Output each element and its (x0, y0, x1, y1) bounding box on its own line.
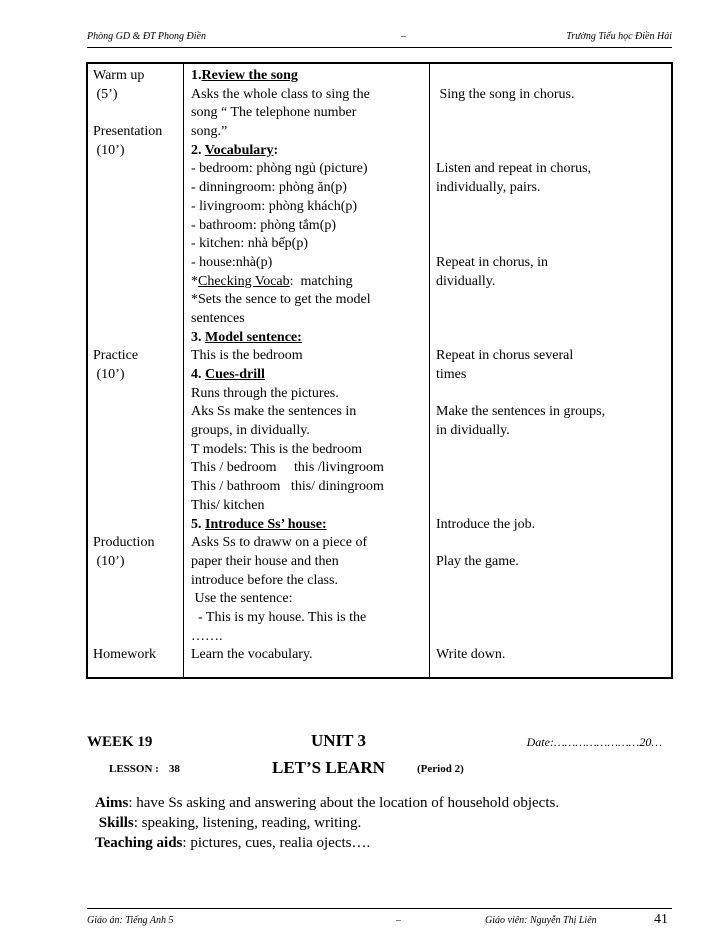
teacher-activity-line: Asks the whole class to sing the (191, 86, 370, 102)
teacher-activity-line: 4. Cues-drill (191, 367, 265, 382)
student-activity-line: individually, pairs. (436, 180, 541, 196)
student-activity-line (436, 572, 671, 591)
column-divider (183, 64, 184, 677)
header-rule (87, 47, 672, 48)
page-footer (87, 912, 672, 928)
teacher-activity-line: This / bathroom this/ diningroom (191, 479, 384, 495)
stage-line: (10’) (93, 553, 125, 569)
stage-line: (10’) (93, 367, 125, 382)
student-activity-column (436, 67, 671, 665)
stage-line (93, 104, 183, 123)
stage-line (93, 291, 183, 310)
footer-right: Giáo viên: Nguyễn Thị Liên (485, 915, 597, 926)
teacher-activity-line: Runs through the pictures. (191, 385, 339, 401)
footer-center: – (396, 915, 401, 926)
stage-line: Practice (93, 348, 139, 364)
stage-line (93, 198, 183, 217)
teacher-activity-line: 3. Model sentence: (191, 329, 302, 345)
stage-line: Warm up (93, 68, 145, 83)
student-activity-line (436, 459, 671, 478)
teacher-activity-line: *Checking Vocab: matching (191, 273, 353, 289)
lesson-number: 38 (168, 763, 180, 775)
lesson-label-text: LESSON : (109, 763, 159, 775)
teacher-activity-line: - This is my house. This is the (191, 609, 367, 625)
teacher-activity-column (191, 67, 431, 665)
stage-line (93, 385, 183, 404)
header-center: – (401, 31, 406, 42)
lesson-label (109, 763, 180, 775)
teacher-activity-line: introduce before the class. (191, 572, 338, 588)
header-right: Trường Tiểu học Điền Hải (566, 31, 672, 42)
teacher-activity-line: 1.Review the song (191, 68, 298, 83)
stage-line (93, 497, 183, 516)
teacher-activity-line: Asks Ss to draww on a piece of (191, 535, 368, 551)
student-activity-line: Play the game. (436, 553, 519, 569)
teacher-activity-line: Aks Ss make the sentences in (191, 404, 357, 420)
student-activity-line (436, 123, 671, 142)
teaching-aids-line: Teaching aids: pictures, cues, realia ojects…. (95, 835, 371, 851)
stage-line (93, 179, 183, 198)
student-activity-line: Introduce the job. (436, 516, 536, 532)
student-activity-line (436, 628, 671, 647)
student-activity-line (436, 590, 671, 609)
teacher-activity-line: paper their house and then (191, 553, 339, 569)
teacher-activity-line: - dinningroom: phòng ăn(p) (191, 180, 347, 196)
student-activity-line: Write down. (436, 647, 506, 663)
student-activity-line: Listen and repeat in chorus, (436, 161, 592, 177)
student-activity-line (436, 67, 671, 86)
teacher-activity-line: T models: This is the bedroom (191, 441, 362, 457)
stage-line: (10’) (93, 142, 125, 158)
stage-line (93, 273, 183, 292)
teacher-activity-line: *Sets the sence to get the model (191, 292, 371, 308)
student-activity-line (436, 291, 671, 310)
teacher-activity-line: Learn the vocabulary. (191, 647, 313, 663)
student-activity-line: Sing the song in chorus. (436, 86, 575, 102)
stage-line (93, 609, 183, 628)
page-header (87, 31, 672, 45)
stage-line: Homework (93, 647, 156, 663)
student-activity-line (436, 441, 671, 460)
student-activity-line: in dividually. (436, 423, 510, 439)
stage-line (93, 590, 183, 609)
skills-line: Skills: speaking, listening, reading, writing. (98, 815, 362, 831)
teacher-activity-line: - bathroom: phòng tắm(p) (191, 217, 337, 233)
week-label: WEEK 19 (87, 734, 153, 750)
teacher-activity-line: Use the sentence: (191, 591, 293, 607)
teacher-activity-line: song.” (191, 124, 228, 140)
student-activity-line (436, 198, 671, 217)
stage-line (93, 235, 183, 254)
stage-line: Production (93, 535, 155, 551)
stage-line: (5’) (93, 86, 118, 102)
stage-line (93, 254, 183, 273)
stage-line (93, 572, 183, 591)
stage-column (93, 67, 183, 665)
teacher-activity-line: - kitchen: nhà bếp(p) (191, 236, 309, 252)
student-activity-line (436, 235, 671, 254)
lesson-row (87, 758, 672, 780)
period-label: (Period 2) (417, 763, 464, 775)
student-activity-line: Repeat in chorus, in (436, 254, 548, 270)
stage-line (93, 478, 183, 497)
stage-line (93, 628, 183, 647)
teacher-activity-line: 2. Vocabulary: (191, 142, 279, 158)
teacher-activity-line: - livingroom: phòng khách(p) (191, 198, 358, 214)
stage-line: Presentation (93, 124, 163, 140)
stage-line (93, 422, 183, 441)
teacher-activity-line: 5. Introduce Ss’ house: (191, 516, 327, 532)
header-left: Phòng GD & ĐT Phong Điền (87, 31, 206, 42)
stage-line (93, 516, 183, 535)
week-row (87, 731, 672, 753)
student-activity-line (436, 478, 671, 497)
unit-label: UNIT 3 (311, 731, 366, 750)
teacher-activity-line: sentences (191, 310, 245, 326)
stage-line (93, 329, 183, 348)
teacher-activity-line: - bedroom: phòng ngủ (picture) (191, 161, 368, 177)
stage-line (93, 217, 183, 236)
footer-rule (87, 908, 672, 909)
student-activity-line (436, 385, 671, 404)
stage-line (93, 403, 183, 422)
student-activity-line (436, 217, 671, 236)
student-activity-line (436, 497, 671, 516)
stage-line (93, 441, 183, 460)
stage-line (93, 459, 183, 478)
teacher-activity-line: This is the bedroom (191, 348, 303, 364)
student-activity-line: dividually. (436, 273, 496, 289)
footer-left: Giáo án: Tiếng Anh 5 (87, 915, 174, 926)
student-activity-line (436, 534, 671, 553)
teacher-activity-line: This / bedroom this /livingroom (191, 460, 384, 476)
teacher-activity-line: song “ The telephone number (191, 105, 357, 121)
stage-line (93, 160, 183, 179)
student-activity-line (436, 609, 671, 628)
lesson-title: LET’S LEARN (272, 758, 385, 777)
student-activity-line: Make the sentences in groups, (436, 404, 606, 420)
stage-line (93, 310, 183, 329)
student-activity-line (436, 104, 671, 123)
student-activity-line: Repeat in chorus several (436, 348, 574, 364)
student-activity-line (436, 310, 671, 329)
teacher-activity-line: ……. (191, 628, 223, 644)
page-number: 41 (654, 912, 668, 927)
teacher-activity-line: - house:nhà(p) (191, 254, 273, 270)
date-field: Date:……………………20… (526, 735, 662, 749)
teacher-activity-line: This/ kitchen (191, 497, 265, 513)
teacher-activity-line: groups, in dividually. (191, 423, 310, 439)
aims-section (95, 793, 559, 853)
student-activity-line (436, 142, 671, 161)
student-activity-line: times (436, 367, 467, 382)
aims-line: Aims: have Ss asking and answering about the location of household objects. (95, 795, 560, 811)
student-activity-line (436, 329, 671, 348)
lesson-table (86, 62, 673, 679)
